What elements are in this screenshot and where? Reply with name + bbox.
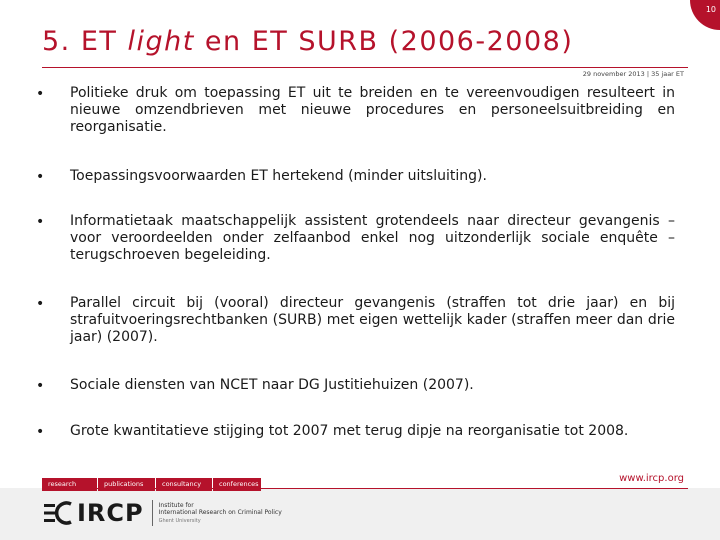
bullet-marker: • — [36, 86, 45, 102]
website-link[interactable]: www.ircp.org — [619, 473, 684, 484]
ircp-logo-mark-icon — [44, 499, 74, 527]
bullet-text: Informatietaak maatschappelijk assistent grotendeels naar directeur gevangenis – voor veroordeelden onder zelfaanbod enkel nog uitzonderlijk sociale enquête – terugschroeven begeleiding. — [70, 213, 675, 263]
bullet-text: Grote kwantitatieve stijging tot 2007 met terug dipje na reorganisatie tot 2008. — [70, 423, 629, 439]
slide-subheader: 29 november 2013 | 35 jaar ET — [582, 70, 684, 78]
logo-wordmark: IRCP — [77, 499, 144, 527]
footer-tab-conferences[interactable]: conferences — [213, 478, 261, 491]
title-prefix: 5. ET — [42, 26, 128, 57]
title-italic: light — [127, 26, 195, 57]
logo-line-2: International Research on Criminal Policy — [158, 508, 282, 516]
page-number: 10 — [705, 5, 716, 14]
bullet-marker: • — [36, 296, 45, 312]
slide-title — [42, 26, 573, 57]
bullet-marker: • — [36, 378, 45, 394]
bullet-text: Toepassingsvoorwaarden ET hertekend (minder uitsluiting). — [70, 168, 487, 184]
footer-tab-consultancy[interactable]: consultancy — [156, 478, 212, 491]
footer-nav — [42, 478, 262, 491]
footer-tab-publications[interactable]: publications — [98, 478, 155, 491]
footer-tab-research[interactable]: research — [42, 478, 97, 491]
title-suffix: en ET SURB (2006-2008) — [194, 26, 574, 57]
ircp-logo — [44, 498, 282, 528]
title-divider — [42, 67, 688, 68]
logo-line-3: Ghent University — [158, 517, 201, 524]
logo-subtitle — [159, 502, 282, 525]
bullet-text: Politieke druk om toepassing ET uit te breiden en te vereenvoudigen resulteert in nieuwe omzendbrieven met nieuwe procedures en personeelsuitbreiding en reorganisatie. — [70, 85, 675, 135]
bullet-marker: • — [36, 169, 45, 185]
bullet-text: Parallel circuit bij (vooral) directeur gevangenis (straffen tot drie jaar) en bij strafuitvoeringsrechtbanken (SURB) met eigen wettelijk kader (straffen meer dan drie jaar) (2007). — [70, 295, 675, 345]
page-corner-badge — [690, 0, 720, 30]
bullet-marker: • — [36, 214, 45, 230]
bullet-marker: • — [36, 424, 45, 440]
logo-line-1: Institute for — [158, 501, 194, 509]
bullet-text: Sociale diensten van NCET naar DG Justitiehuizen (2007). — [70, 377, 474, 393]
logo-separator — [152, 500, 153, 526]
